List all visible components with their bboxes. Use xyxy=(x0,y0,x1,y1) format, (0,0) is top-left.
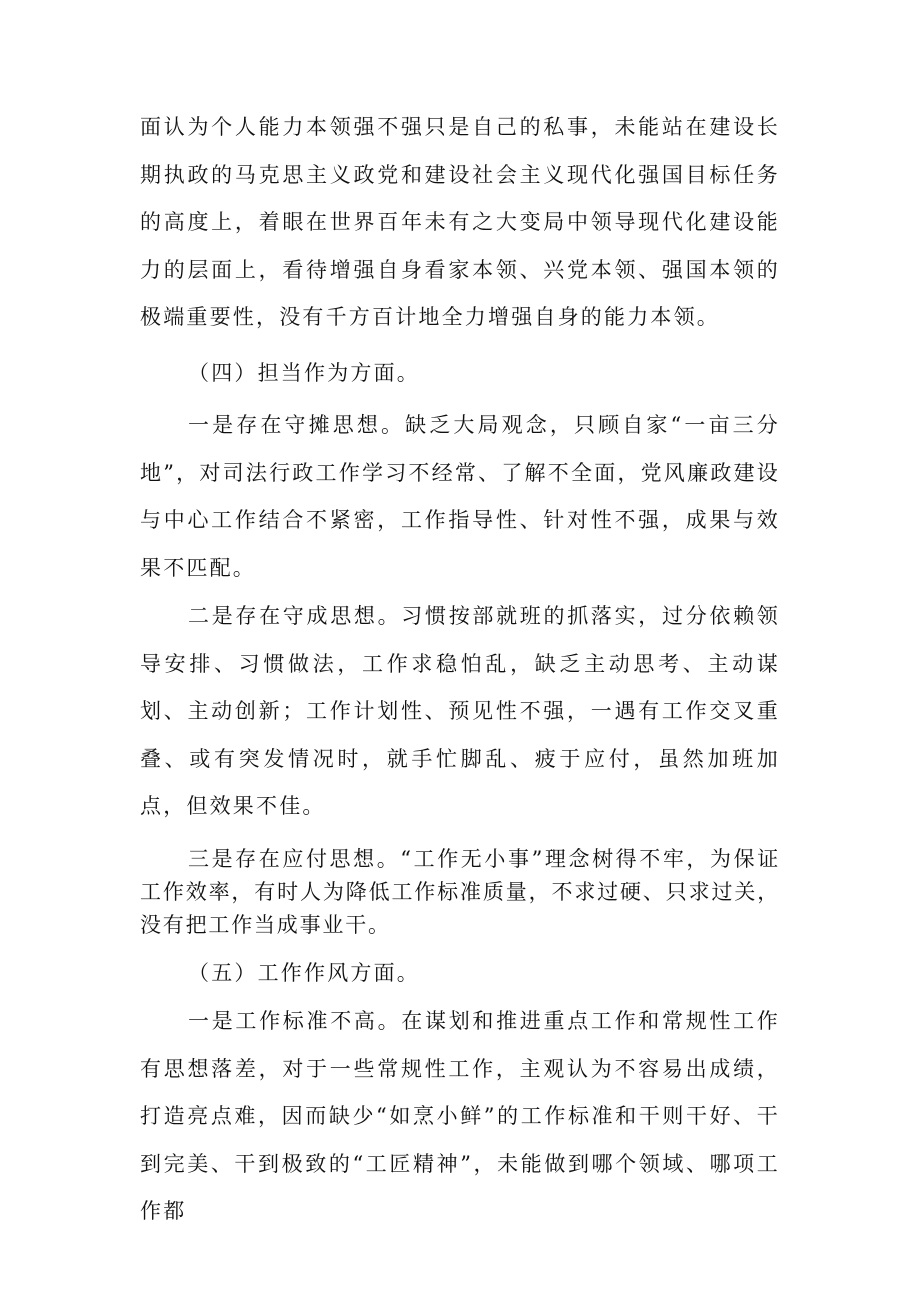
paragraph-ability: 面认为个人能力本领强不强只是自己的私事，未能站在建设长期执政的马克思主义政党和建设社会主义现代化强国目标任务的高度上，着眼在世界百年未有之大变局中领导现代化建设能力的层面上，看待增强自身看家本领、兴党本领、强国本领的极端重要性，没有千方百计地全力增强自身的能力本领。 xyxy=(140,115,780,329)
paragraph-guard-stall: 一是存在守摊思想。缺乏大局观念，只顾自家“一亩三分地”，对司法行政工作学习不经常、了解不全面，党风廉政建设与中心工作结合不紧密，工作指导性、针对性不强，成果与效果不匹配。 xyxy=(140,413,780,580)
paragraph-perfunctory: 三是存在应付思想。“工作无小事”理念树得不牢，为保证工作效率，有时人为降低工作标准质量，不求过硬、只求过关，没有把工作当成事业干。 xyxy=(140,847,780,937)
section-heading-five: （五）工作作风方面。 xyxy=(188,961,420,985)
paragraph-guard-status: 二是存在守成思想。习惯按部就班的抓落实，过分依赖领导安排、习惯做法，工作求稳怕乱，缺乏主动思考、主动谋划、主动创新；工作计划性、预见性不强，一遇有工作交叉重叠、或有突发情况时，就手忙脚乱、疲于应付，虽然加班加点，但效果不佳。 xyxy=(140,604,780,818)
paragraph-work-standard: 一是工作标准不高。在谋划和推进重点工作和常规性工作有思想落差，对于一些常规性工作，主观认为不容易出成绩，打造亮点难，因而缺少“如烹小鲜”的工作标准和干则干好、干到完美、干到极致的“工匠精神”，未能做到哪个领域、哪项工作都 xyxy=(140,1009,780,1223)
section-heading-four: （四）担当作为方面。 xyxy=(188,361,420,385)
